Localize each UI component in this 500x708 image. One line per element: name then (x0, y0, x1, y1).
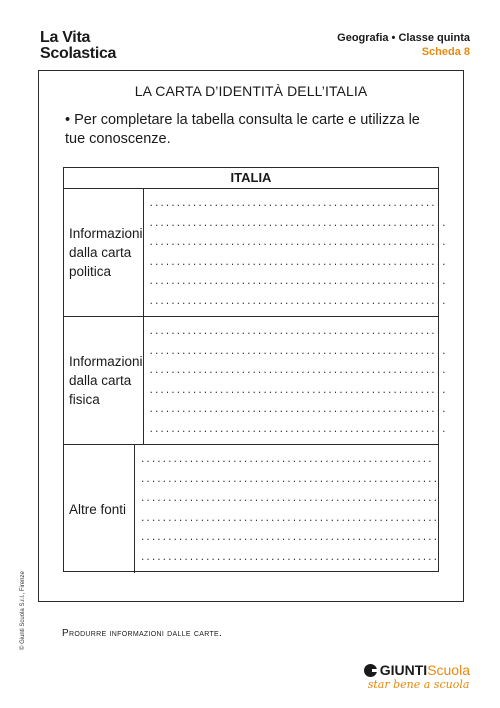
row-label: Altre fonti (64, 445, 135, 573)
answer-line[interactable]: ....................................................... (148, 277, 447, 287)
learning-objective: Produrre informazioni dalle carte. (62, 628, 223, 639)
worksheet-frame (38, 70, 464, 602)
answer-line[interactable]: ....................................................... (139, 474, 438, 485)
answer-line[interactable]: ....................................................... (139, 513, 438, 524)
answer-lines (144, 317, 447, 444)
publisher-name: GIUNTI (379, 662, 428, 678)
answer-line[interactable]: ....................................................... (148, 366, 447, 376)
answer-lines (135, 445, 438, 573)
copyright-notice: © Giunti Scuola S.r.l., Firenze (20, 571, 26, 650)
answer-lines (144, 189, 447, 316)
answer-line[interactable]: ....................................................... (148, 296, 447, 307)
row-label: Informazioni dalla carta politica (64, 189, 144, 316)
table-row-other-sources (64, 445, 438, 573)
italy-table (63, 167, 447, 572)
publisher-name-accent: Scuola (427, 662, 470, 678)
answer-line[interactable]: ...................................................... (139, 455, 433, 465)
sheet-header (337, 32, 470, 58)
answer-line[interactable]: ....................................................... (148, 346, 447, 357)
sheet-number: Scheda 8 (421, 46, 470, 58)
answer-line[interactable]: ....................................................... (139, 494, 438, 504)
subject-line: Geografia • Classe quinta (337, 32, 470, 44)
giunti-g-icon (364, 664, 377, 677)
answer-line[interactable]: ....................................................... (148, 405, 447, 415)
answer-line[interactable]: ...................................................... (148, 199, 442, 209)
row-label: Informazioni dalla carta fisica (64, 317, 144, 444)
answer-line[interactable]: ....................................................... (148, 218, 447, 229)
instruction-text: • Per completare la tabella consulta le carte e utilizza le tue conoscenze. (65, 112, 420, 147)
answer-line[interactable]: ....................................................... (139, 533, 438, 543)
answer-line[interactable]: ...................................................... (148, 327, 442, 337)
publisher-tagline: star bene a scuola (367, 678, 470, 691)
answer-line[interactable]: ....................................................... (148, 257, 447, 268)
logo-line-1: La Vita (40, 29, 91, 46)
table-heading: ITALIA (64, 168, 438, 189)
publisher-logo (364, 662, 470, 691)
answer-line[interactable]: ....................................................... (148, 238, 447, 248)
magazine-logo (40, 30, 116, 62)
worksheet-title: LA CARTA D’IDENTITÀ DELL’ITALIA (134, 83, 368, 99)
answer-line[interactable]: ....................................................... (139, 552, 438, 563)
answer-line[interactable]: ....................................................... (148, 424, 447, 435)
logo-line-2: Scolastica (40, 45, 117, 62)
answer-line[interactable]: ....................................................... (148, 385, 447, 396)
table-row-physical (64, 317, 447, 445)
table-row-political (64, 189, 447, 317)
